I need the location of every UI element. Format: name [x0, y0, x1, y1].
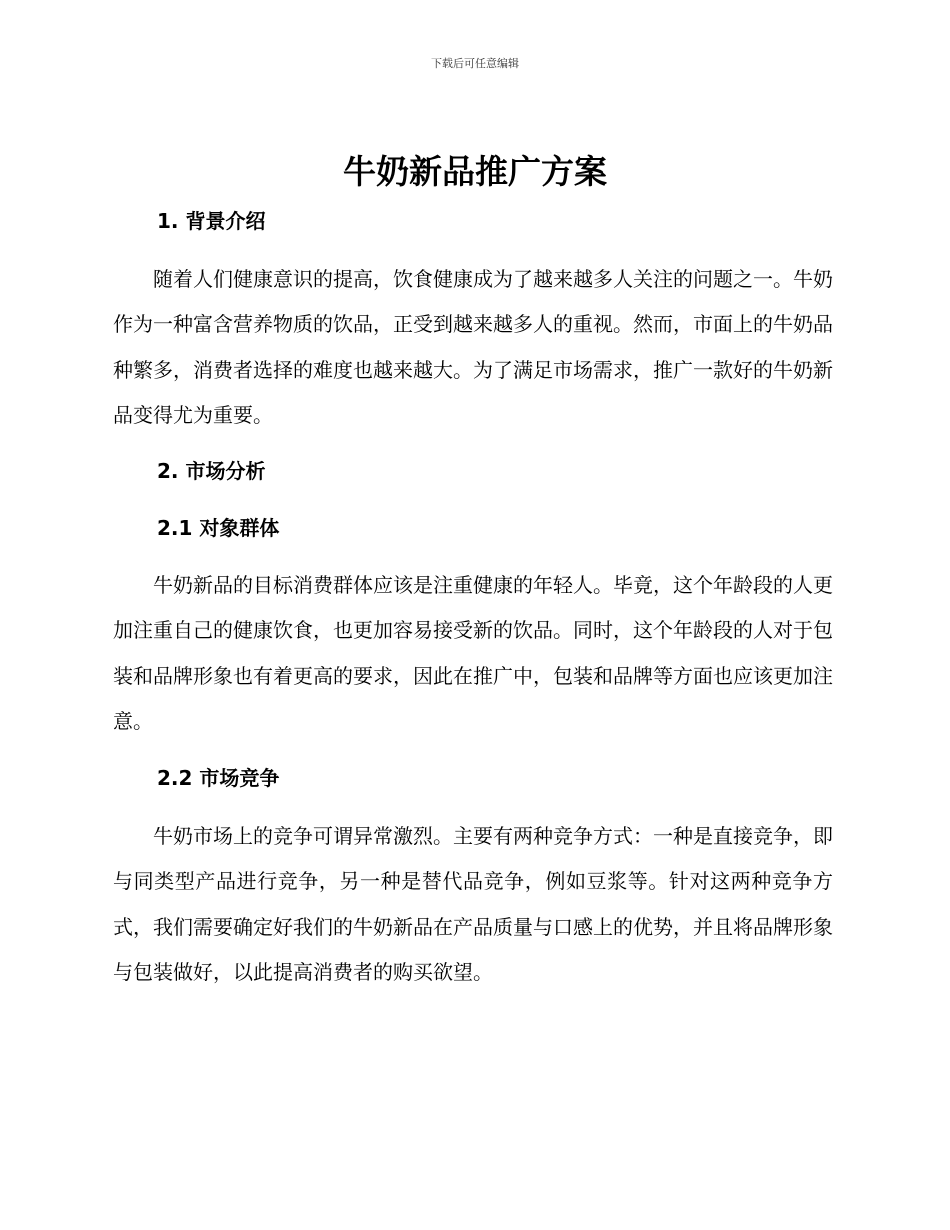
header-note: 下载后可任意编辑: [431, 57, 519, 70]
section-heading-market: 2. 市场分析: [157, 459, 266, 483]
paragraph-background: 随着人们健康意识的提高，饮食健康成为了越来越多人关注的问题之一。牛奶作为一种富含营养物质的饮品，正受到越来越多人的重视。然而，市面上的牛奶品种繁多，消费者选择的难度也越来越大。为了满足市场需求，推广一款好的牛奶新品变得尤为重要。: [113, 267, 833, 427]
section-heading-target: 2.1 对象群体: [157, 516, 280, 540]
section-heading-background: 1. 背景介绍: [157, 209, 266, 233]
paragraph-competition: 牛奶市场上的竞争可谓异常激烈。主要有两种竞争方式：一种是直接竞争，即与同类型产品进行竞争，另一种是替代品竞争，例如豆浆等。针对这两种竞争方式，我们需要确定好我们的牛奶新品在产品质量与口感上的优势，并且将品牌形象与包装做好，以此提高消费者的购买欲望。: [113, 824, 833, 984]
document-title: 牛奶新品推广方案: [343, 152, 607, 191]
paragraph-target: 牛奶新品的目标消费群体应该是注重健康的年轻人。毕竟，这个年龄段的人更加注重自己的健康饮食，也更加容易接受新的饮品。同时，这个年龄段的人对于包装和品牌形象也有着更高的要求，因此在推广中，包装和品牌等方面也应该更加注意。: [113, 573, 833, 733]
section-heading-competition: 2.2 市场竞争: [157, 766, 280, 790]
